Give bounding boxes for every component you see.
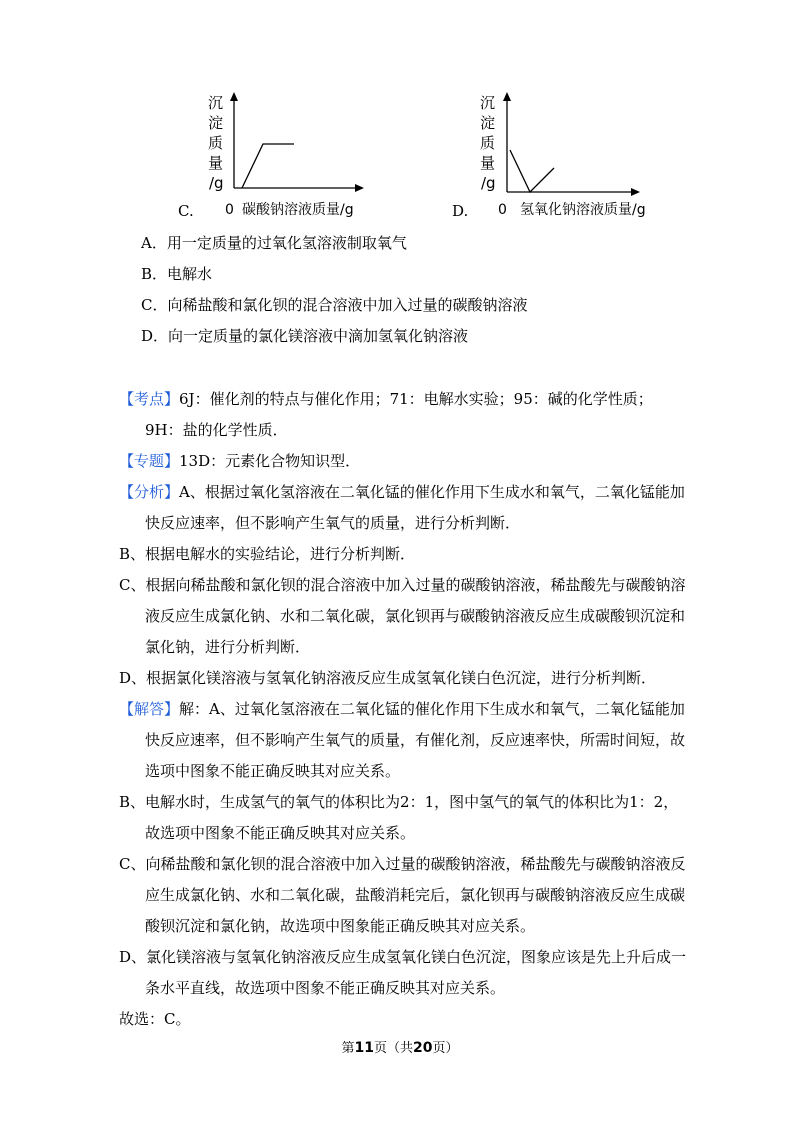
option-list [141, 228, 527, 352]
kaodian-tag: 【考点】 [119, 390, 180, 408]
conclusion: 故选：C。 [119, 1010, 191, 1028]
x-axis-arrow [355, 184, 364, 192]
curve-fall-then-rise [510, 150, 554, 192]
current-page-number: 11 [354, 1040, 374, 1056]
y-label-char: /g [209, 174, 224, 192]
jieda-c: C、向稀盐酸和氯化钡的混合溶液中加入过量的碳酸钠溶液，稀盐酸先与碳酸钠溶液反应生成氯化钠、水和二氧化碳，盐酸消耗完后，氯化钡再与碳酸钠溶液反应生成碳酸钡沉淀和氯化钠，故选项中图象能正确反映其对应关系。 [119, 855, 686, 935]
x-axis-label: 氢氧化钠溶液质量/g [520, 202, 646, 218]
fenxi-b: B、根据电解水的实验结论，进行分析判断． [119, 545, 416, 563]
page-footer [0, 1037, 800, 1056]
footer-middle: 页（共 [373, 1041, 413, 1056]
option-d: D．向一定质量的氯化镁溶液中滴加氢氧化钠溶液 [141, 327, 469, 345]
x-axis-label: 碳酸钠溶液质量/g [242, 202, 354, 218]
y-label-char: 质 [208, 134, 224, 152]
figure-d-letter: D. [452, 202, 469, 220]
total-pages-number: 20 [413, 1040, 433, 1056]
jieda-line: 解：A、过氧化氢溶液在二氧化锰的催化作用下生成水和氧气，二氧化锰能加快反应速率，但不影响产生氧气的质量，有催化剂，反应速率快，所需时间短，故选项中图象不能正确反映其对应关系。 [145, 700, 686, 780]
jieda-a [119, 694, 689, 787]
y-label-char: 量 [208, 154, 224, 172]
jieda-b: B、电解水时，生成氢气的氧气的体积比为2：1，图中氢气的氧气的体积比为1：2，故选项中图象不能正确反映其对应关系。 [119, 793, 679, 842]
fenxi-tag: 【分析】 [119, 483, 180, 501]
figure-d-graph [478, 92, 668, 217]
jieda-d: D、氯化镁溶液与氢氧化钠溶液反应生成氢氧化镁白色沉淀，图象应该是先上升后成一条水平直线，故选项中图象不能正确反映其对应关系。 [119, 948, 687, 997]
zhuanti-paragraph [119, 446, 689, 477]
y-label-char: 淀 [480, 114, 496, 132]
figure-c-letter: C. [178, 202, 194, 220]
curve-rise-then-flat [242, 144, 294, 188]
option-a: A．用一定质量的过氧化氢溶液制取氧气 [141, 234, 407, 252]
origin-label: 0 [498, 202, 507, 218]
y-label-char: 质 [480, 134, 496, 152]
figure-c-graph [200, 92, 380, 217]
option-c: C．向稀盐酸和氯化钡的混合溶液中加入过量的碳酸钠溶液 [141, 296, 528, 314]
footer-suffix: 页） [432, 1041, 459, 1056]
y-label-char: 沉 [208, 94, 224, 112]
explanation [119, 384, 689, 1035]
y-axis-arrow [230, 92, 238, 101]
y-label-char: 量 [480, 154, 496, 172]
y-label-char: 沉 [480, 94, 496, 112]
y-label-char: 淀 [208, 114, 224, 132]
fenxi-d: D、根据氯化镁溶液与氢氧化钠溶液反应生成氢氧化镁白色沉淀，进行分析判断． [119, 669, 657, 687]
fenxi-line: A、根据过氧化氢溶液在二氧化锰的催化作用下生成水和氧气，二氧化锰能加快反应速率，但不影响产生氧气的质量，进行分析判断． [145, 483, 685, 532]
kaodian-text: 6J：催化剂的特点与催化作用；71：电解水实验；95：碱的化学性质；9H：盐的化学性质． [145, 390, 653, 439]
option-b: B．电解水 [141, 265, 213, 283]
figure-c [200, 92, 380, 217]
x-axis-arrow [631, 188, 640, 196]
y-axis-arrow [503, 92, 511, 101]
fenxi-c: C、根据向稀盐酸和氯化钡的混合溶液中加入过量的碳酸钠溶液，稀盐酸先与碳酸钠溶液反应生成氯化钠、水和二氧化碳，氯化钡再与碳酸钠溶液反应生成碳酸钡沉淀和氯化钠，进行分析判断． [119, 576, 686, 656]
jieda-tag: 【解答】 [119, 700, 180, 718]
figure-d [478, 92, 668, 217]
zhuanti-tag: 【专题】 [119, 452, 180, 470]
y-label-char: /g [481, 174, 496, 192]
origin-label: 0 [225, 202, 234, 218]
fenxi-a [119, 477, 689, 539]
footer-prefix: 第 [341, 1041, 355, 1056]
kaodian-paragraph [119, 384, 689, 446]
zhuanti-text: 13D：元素化合物知识型． [179, 452, 361, 470]
